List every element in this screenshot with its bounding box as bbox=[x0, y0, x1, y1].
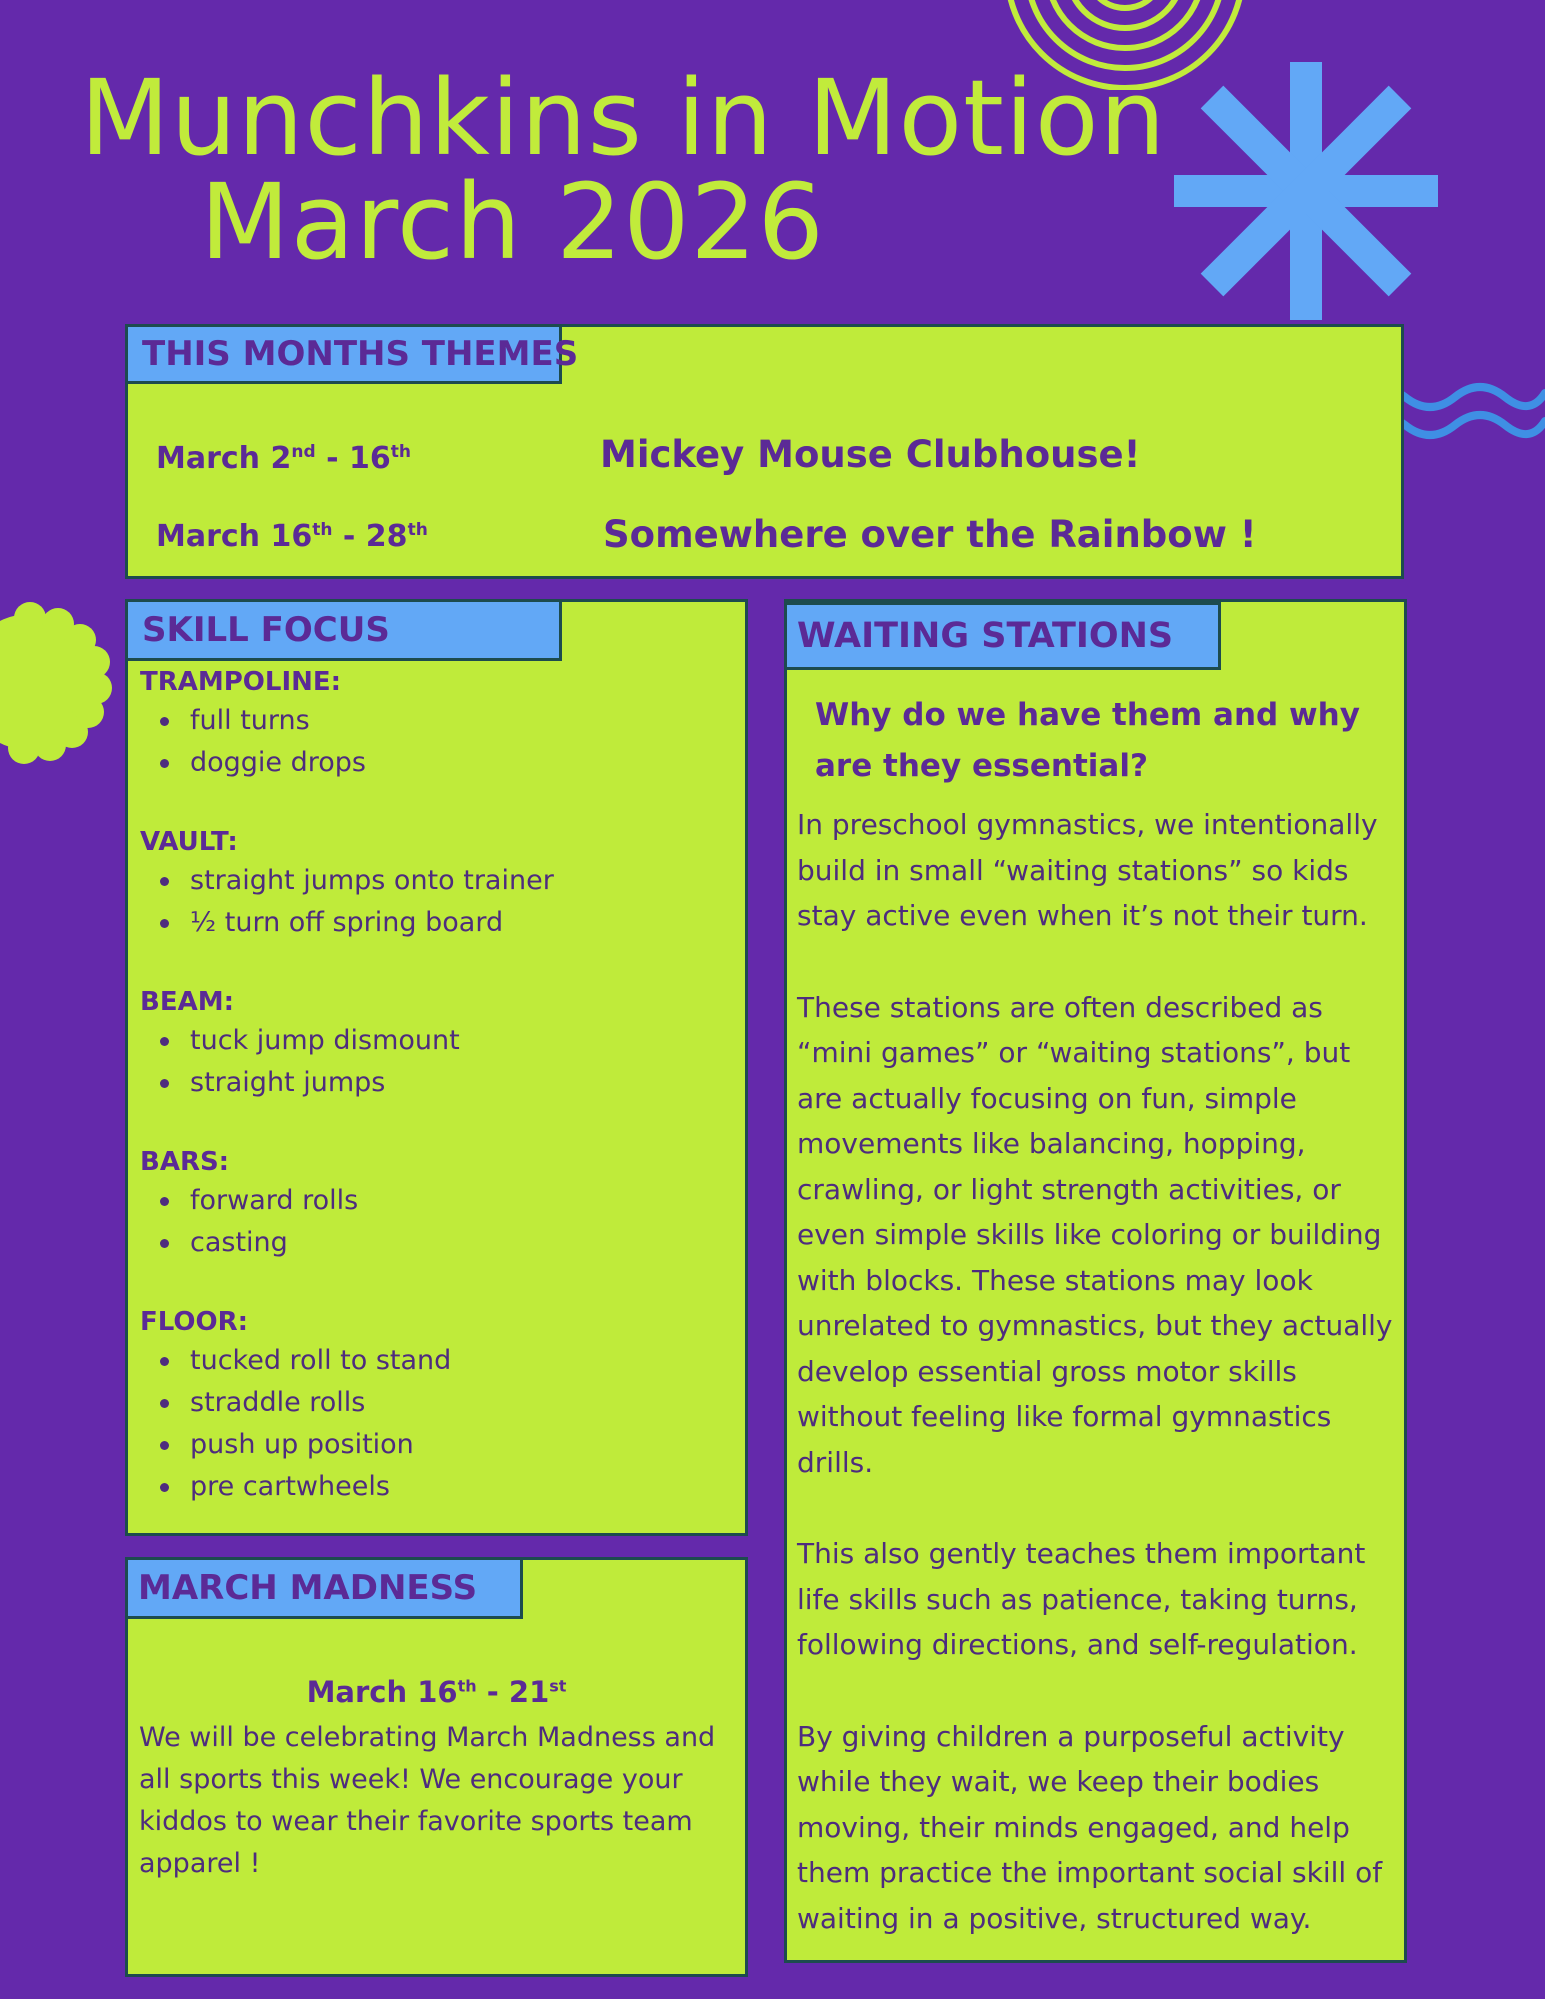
skill-group-beam bbox=[140, 984, 730, 1104]
list-item: tuck jump dismount bbox=[140, 1020, 730, 1062]
skill-group-floor bbox=[140, 1304, 730, 1508]
list-item: forward rolls bbox=[140, 1180, 730, 1222]
list-item: push up position bbox=[140, 1424, 730, 1466]
skill-group-bars bbox=[140, 1144, 730, 1264]
themes-tab: THIS MONTHS THEMES bbox=[125, 324, 562, 384]
march-madness-panel bbox=[125, 1557, 748, 1977]
page-subtitle: March 2026 bbox=[200, 161, 825, 283]
waiting-stations-body bbox=[797, 802, 1397, 1987]
asterisk-icon bbox=[1170, 60, 1442, 322]
march-madness-tab: MARCH MADNESS bbox=[125, 1557, 523, 1619]
skill-focus-panel bbox=[125, 599, 748, 1536]
scalloped-circle-icon bbox=[0, 600, 112, 765]
themes-panel bbox=[125, 324, 1404, 579]
march-madness-text: We will be celebrating March Madness and all sports this week! We encourage your kiddos to wear their favorite sports team apparel ! bbox=[139, 1722, 716, 1879]
paragraph: This also gently teaches them important life skills such as patience, taking turns, following directions, and self-regulation. bbox=[797, 1537, 1366, 1661]
waiting-stations-tab: WAITING STATIONS bbox=[784, 602, 1221, 670]
paragraph: By giving children a purposeful activity while they wait, we keep their bodies moving, their minds engaged, and help them practice the important social skill of waiting in a positive, structured way. bbox=[797, 1719, 1383, 1935]
page-title: Munchkins in Motion bbox=[80, 57, 1167, 179]
list-item: straight jumps bbox=[140, 1062, 730, 1104]
waiting-stations-question: Why do we have them and why are they essential? bbox=[815, 697, 1360, 784]
skill-heading: BEAM: bbox=[140, 987, 234, 1017]
list-item: straddle rolls bbox=[140, 1382, 730, 1424]
list-item: ½ turn off spring board bbox=[140, 902, 730, 944]
list-item: casting bbox=[140, 1222, 730, 1264]
skill-heading: TRAMPOLINE: bbox=[140, 667, 342, 697]
skill-heading: FLOOR: bbox=[140, 1307, 249, 1337]
skill-group-vault bbox=[140, 824, 730, 944]
list-item: pre cartwheels bbox=[140, 1466, 730, 1508]
list-item: straight jumps onto trainer bbox=[140, 860, 730, 902]
theme-name: Somewhere over the Rainbow ! bbox=[603, 513, 1257, 556]
paragraph: These stations are often described as “mini games” or “waiting stations”, but are actually focusing on fun, simple movements like balancing, hopping, crawling, or light strength activities, or even simple skills like coloring or building with blocks. These stations may look unrelated to gymnastics, but they actually develop essential gross motor skills without feeling like formal gymnastics drills. bbox=[797, 990, 1393, 1479]
waiting-stations-panel bbox=[784, 599, 1407, 1963]
theme-date: March 2nd - 16th bbox=[156, 441, 411, 476]
list-item: tucked roll to stand bbox=[140, 1340, 730, 1382]
march-madness-date: March 16th - 21st bbox=[306, 1675, 567, 1709]
theme-name: Mickey Mouse Clubhouse! bbox=[600, 433, 1141, 476]
paragraph: In preschool gymnastics, we intentionally build in small “waiting stations” so kids stay active even when it’s not their turn. bbox=[797, 808, 1378, 932]
skill-heading: BARS: bbox=[140, 1147, 230, 1177]
skill-list bbox=[140, 664, 730, 1548]
skill-focus-tab: SKILL FOCUS bbox=[125, 599, 562, 661]
theme-date: March 16th - 28th bbox=[156, 519, 428, 554]
list-item: doggie drops bbox=[140, 742, 730, 784]
list-item: full turns bbox=[140, 700, 730, 742]
skill-group-trampoline bbox=[140, 664, 730, 784]
skill-heading: VAULT: bbox=[140, 827, 238, 857]
